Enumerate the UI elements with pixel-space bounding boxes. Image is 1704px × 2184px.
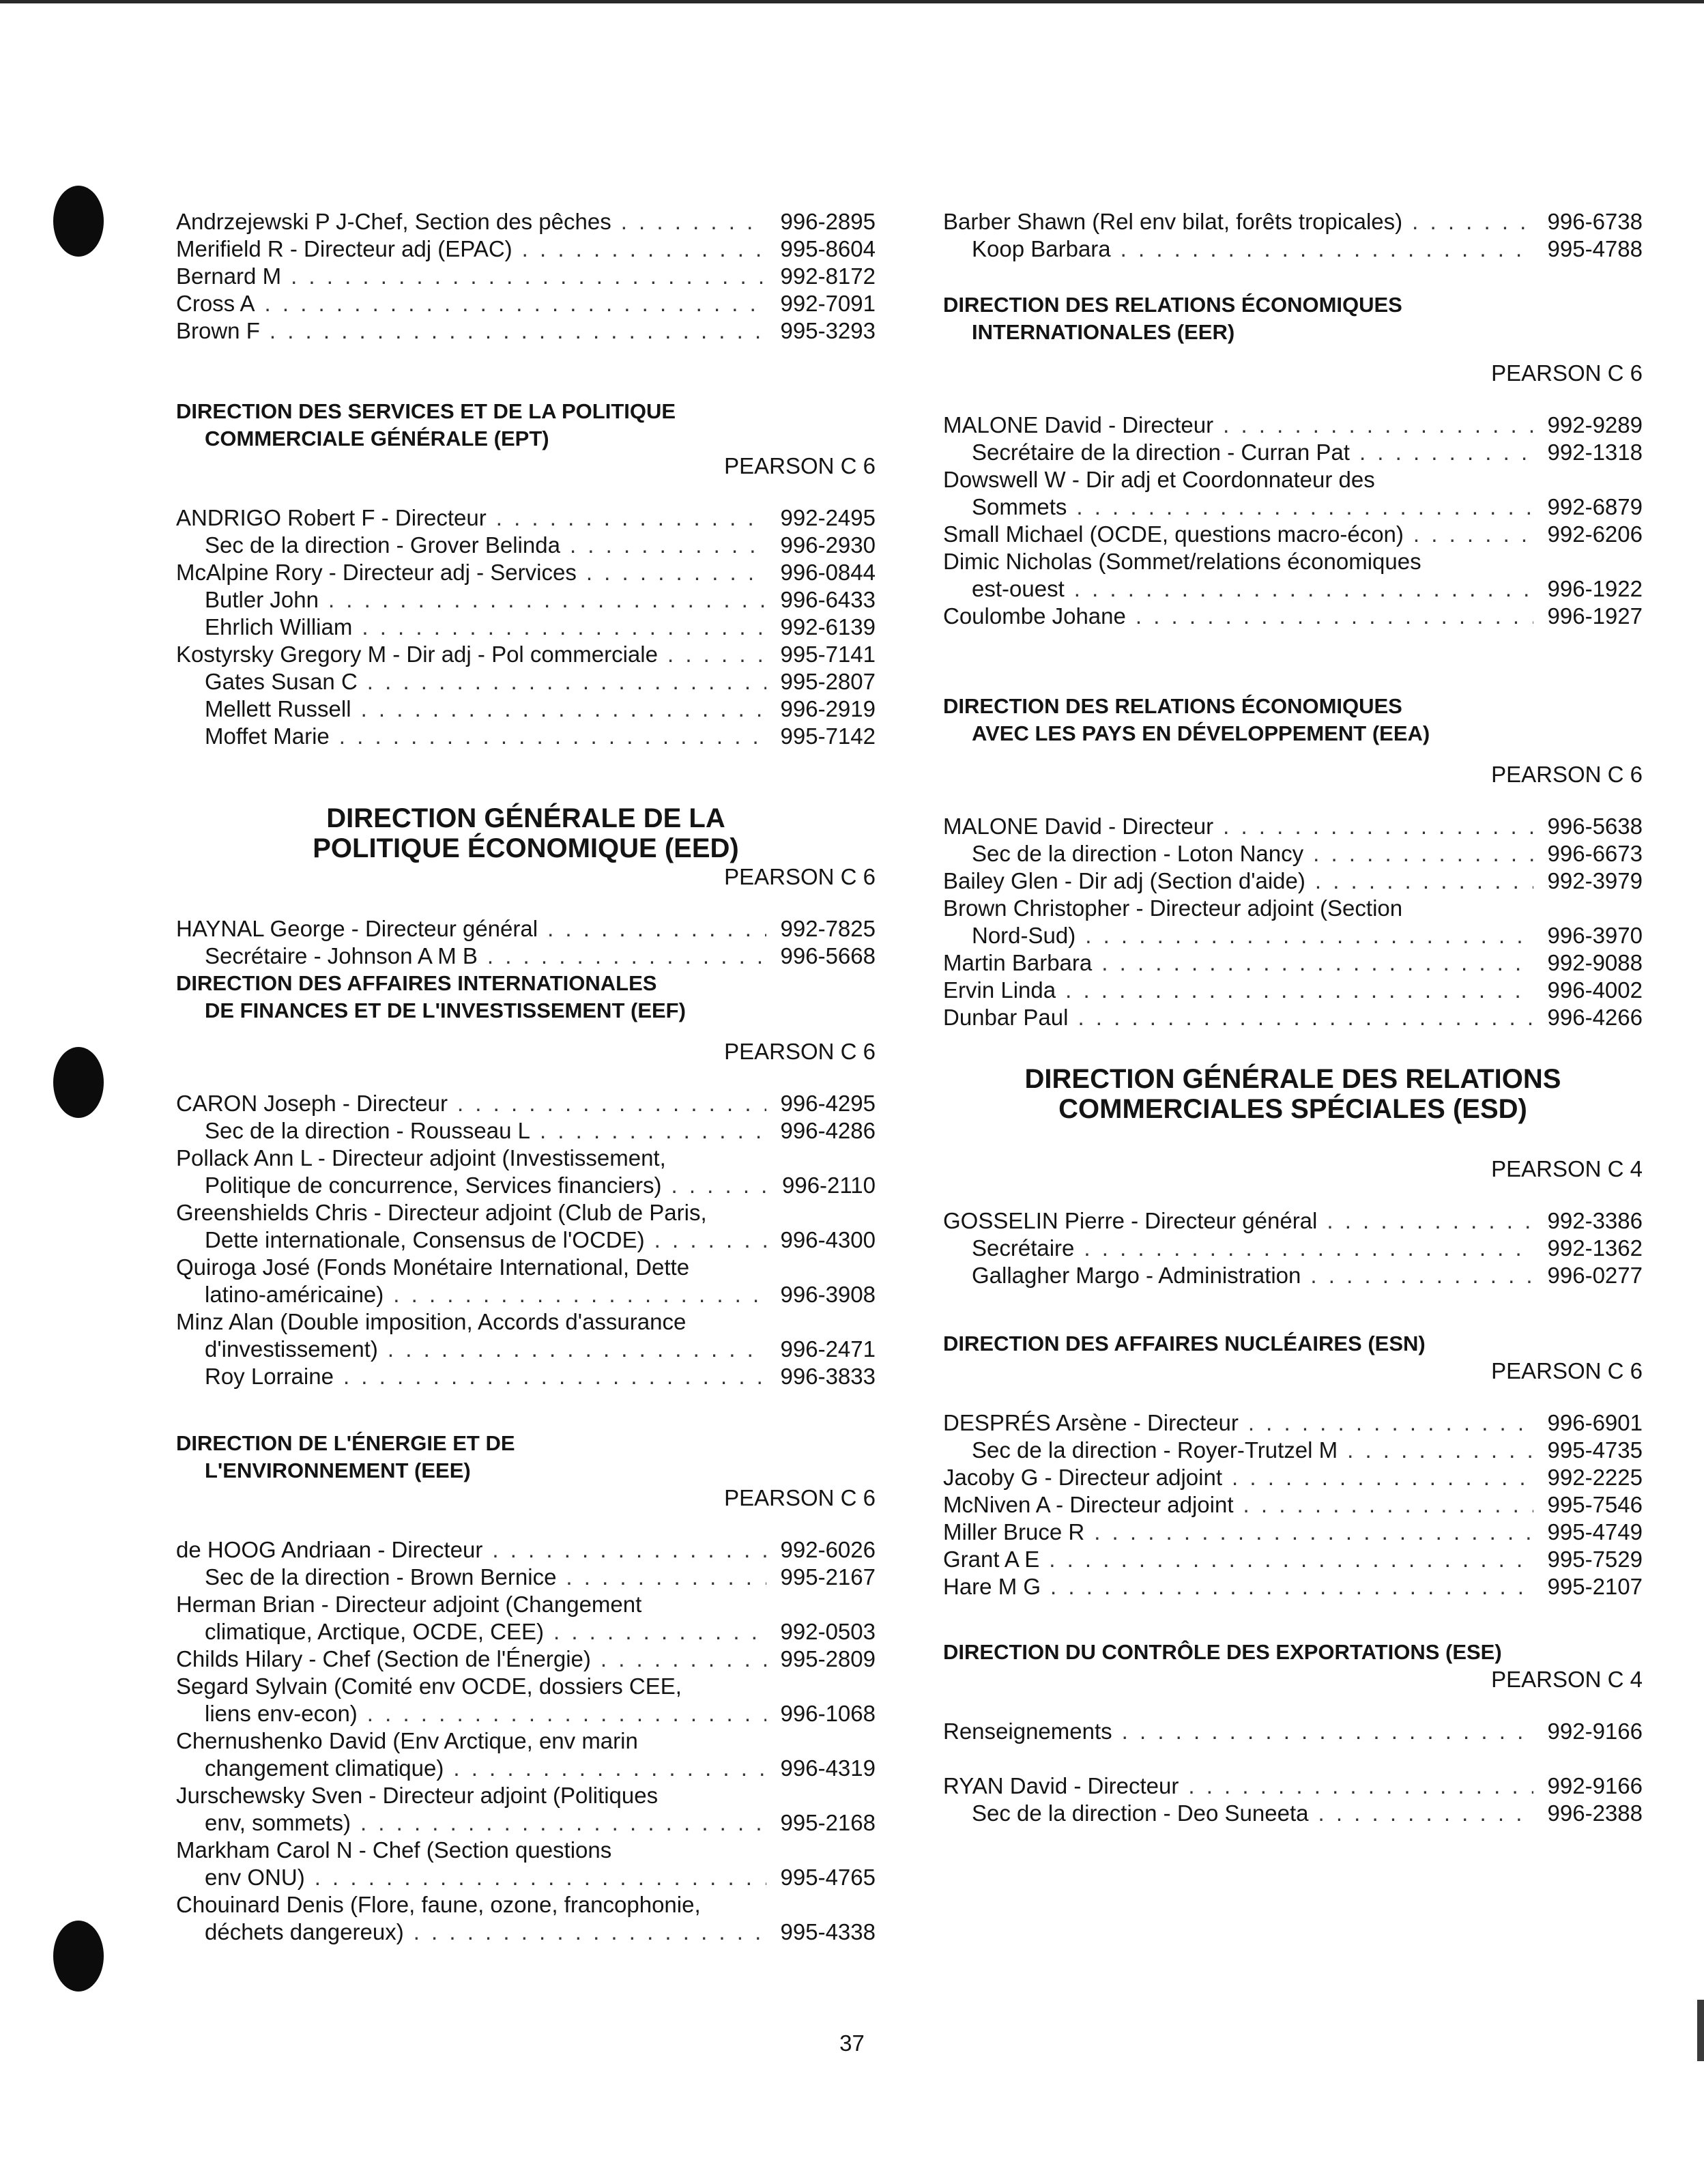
- directory-entry: Merifield R - Directeur adj (EPAC) . . . 995-8604: [176, 235, 876, 263]
- section-heading-eef: DIRECTION DES AFFAIRES INTERNATIONALES DE FINANCES ET DE L'INVESTISSEMENT (EEF): [176, 971, 686, 1022]
- directory-entry: Andrzejewski P J-Chef, Section des pêches . . . 996-2895: [176, 208, 876, 235]
- directory-entry: Nord-Sud) . . . 996-3970: [943, 922, 1643, 949]
- directory-entry: Childs Hilary - Chef (Section de l'Énergie) . . . 995-2809: [176, 1646, 876, 1673]
- directory-entry: McAlpine Rory - Directeur adj - Services . . . 996-0844: [176, 559, 876, 586]
- directory-entry: Dunbar Paul . . . 996-4266: [943, 1004, 1643, 1031]
- punch-hole-middle: [53, 1047, 104, 1118]
- left-column: [176, 208, 876, 1946]
- directory-entry: Roy Lorraine . . . 996-3833: [176, 1363, 876, 1390]
- directory-entry: MALONE David - Directeur . . . 996-5638: [943, 813, 1643, 840]
- directory-entry: Gallagher Margo - Administration . . . 996-0277: [943, 1262, 1643, 1289]
- directory-entry: Barber Shawn (Rel env bilat, forêts tropicales) . . . 996-6738: [943, 208, 1643, 235]
- directory-entry: env, sommets) . . . 995-2168: [176, 1809, 876, 1837]
- section-heading-ese: DIRECTION DU CONTRÔLE DES EXPORTATIONS (ESE): [943, 1640, 1502, 1664]
- phone-number: 992-7091: [780, 291, 876, 316]
- directory-entry: Miller Bruce R . . . 995-4749: [943, 1519, 1643, 1546]
- directory-entry: Politique de concurrence, Services financiers) . . . 996-2110: [176, 1172, 876, 1199]
- directory-entry: Bailey Glen - Dir adj (Section d'aide) . . . 992-3979: [943, 867, 1643, 895]
- directory-entry: Gates Susan C . . . 995-2807: [176, 668, 876, 695]
- directory-entry: Secrétaire . . . 992-1362: [943, 1235, 1643, 1262]
- directory-entry: Ehrlich William . . . 992-6139: [176, 614, 876, 641]
- directory-entry: d'investissement) . . . 996-2471: [176, 1336, 876, 1363]
- location-eer: PEARSON C 6: [1491, 360, 1643, 386]
- directory-entry-line: Segard Sylvain (Comité env OCDE, dossiers CEE,: [176, 1673, 682, 1699]
- punch-hole-bottom: [53, 1921, 104, 1992]
- directory-entry: Cross A . . . 992-7091: [176, 290, 876, 317]
- directory-entry: DESPRÉS Arsène - Directeur . . . 996-6901: [943, 1409, 1643, 1437]
- phone-number: 996-2895: [780, 209, 876, 234]
- directory-entry-line: Greenshields Chris - Directeur adjoint (Club de Paris,: [176, 1200, 707, 1225]
- directory-entry: Sec de la direction - Deo Suneeta . . . 996-2388: [943, 1800, 1643, 1827]
- directory-entry: Sec de la direction - Loton Nancy . . . 996-6673: [943, 840, 1643, 867]
- directory-entry-line: Jurschewsky Sven - Directeur adjoint (Politiques: [176, 1783, 659, 1808]
- section-heading-esn: DIRECTION DES AFFAIRES NUCLÉAIRES (ESN): [943, 1332, 1426, 1355]
- directory-entry: Kostyrsky Gregory M - Dir adj - Pol commerciale . . . 995-7141: [176, 641, 876, 668]
- section-heading-ept: DIRECTION DES SERVICES ET DE LA POLITIQUE COMMERCIALE GÉNÉRALE (EPT): [176, 399, 676, 450]
- phone-number: 995-3293: [780, 318, 876, 343]
- directory-entry-line: Pollack Ann L - Directeur adjoint (Investissement,: [176, 1145, 666, 1170]
- directory-entry: climatique, Arctique, OCDE, CEE) . . . 992-0503: [176, 1618, 876, 1646]
- punch-hole-top: [53, 186, 104, 257]
- phone-number: 992-8172: [780, 263, 876, 289]
- directory-entry: Sommets . . . 992-6879: [943, 493, 1643, 521]
- directory-entry: ANDRIGO Robert F - Directeur . . . 992-2495: [176, 504, 876, 532]
- location-esd: PEARSON C 4: [1491, 1156, 1643, 1181]
- phone-number: 995-8604: [780, 236, 876, 261]
- directory-entry: liens env-econ) . . . 996-1068: [176, 1700, 876, 1727]
- location-eee: PEARSON C 6: [724, 1485, 876, 1510]
- directory-entry: Sec de la direction - Brown Bernice . . . 995-2167: [176, 1564, 876, 1591]
- directory-entry: Secrétaire de la direction - Curran Pat . . . 992-1318: [943, 439, 1643, 466]
- directory-entry: Mellett Russell . . . 996-2919: [176, 695, 876, 723]
- section-heading-eea: DIRECTION DES RELATIONS ÉCONOMIQUES AVEC LES PAYS EN DÉVELOPPEMENT (EEA): [943, 694, 1430, 745]
- directory-entry: Dette internationale, Consensus de l'OCDE) . . . 996-4300: [176, 1226, 876, 1254]
- directory-entry: Coulombe Johane . . . 996-1927: [943, 603, 1643, 630]
- location-ept: PEARSON C 6: [724, 453, 876, 478]
- section-heading-eed: DIRECTION GÉNÉRALE DE LA POLITIQUE ÉCONOMIQUE (EED): [313, 803, 739, 863]
- directory-entry: HAYNAL George - Directeur général . . . 992-7825: [176, 915, 876, 943]
- directory-entry-line: Quiroga José (Fonds Monétaire International, Dette: [176, 1254, 690, 1280]
- directory-entry: RYAN David - Directeur . . . 992-9166: [943, 1772, 1643, 1800]
- directory-entry: Sec de la direction - Grover Belinda . . . 996-2930: [176, 532, 876, 559]
- directory-entry-line: Brown Christopher - Directeur adjoint (Section: [943, 895, 1403, 921]
- directory-entry: Sec de la direction - Rousseau L . . . 996-4286: [176, 1117, 876, 1145]
- section-heading-eer: DIRECTION DES RELATIONS ÉCONOMIQUES INTERNATIONALES (EER): [943, 293, 1402, 344]
- directory-entry: Small Michael (OCDE, questions macro-écon) . . . 992-6206: [943, 521, 1643, 548]
- section-heading-esd: DIRECTION GÉNÉRALE DES RELATIONS COMMERCIALES SPÉCIALES (ESD): [1024, 1064, 1561, 1124]
- location-eef: PEARSON C 6: [724, 1039, 876, 1064]
- directory-entry: est-ouest . . . 996-1922: [943, 575, 1643, 603]
- directory-entry-line: Herman Brian - Directeur adjoint (Changement: [176, 1592, 642, 1617]
- directory-entry: Ervin Linda . . . 996-4002: [943, 977, 1643, 1004]
- directory-entry: changement climatique) . . . 996-4319: [176, 1755, 876, 1782]
- directory-entry: Renseignements . . . 992-9166: [943, 1718, 1643, 1745]
- directory-entry-line: Dowswell W - Dir adj et Coordonnateur des: [943, 467, 1375, 492]
- directory-entry: McNiven A - Directeur adjoint . . . 995-7546: [943, 1491, 1643, 1519]
- directory-entry: Secrétaire - Johnson A M B . . . 996-5668: [176, 943, 876, 970]
- directory-entry: Bernard M . . . 992-8172: [176, 263, 876, 290]
- directory-entry-line: Chernushenko David (Env Arctique, env marin: [176, 1728, 638, 1753]
- directory-entry: déchets dangereux) . . . 995-4338: [176, 1919, 876, 1946]
- page-number: 37: [839, 2030, 865, 2056]
- directory-entry: de HOOG Andriaan - Directeur . . . 992-6026: [176, 1536, 876, 1564]
- location-eed: PEARSON C 6: [724, 864, 876, 889]
- directory-entry: Brown F . . . 995-3293: [176, 317, 876, 345]
- directory-entry: GOSSELIN Pierre - Directeur général . . . 992-3386: [943, 1207, 1643, 1235]
- location-ese: PEARSON C 4: [1491, 1667, 1643, 1692]
- directory-entry: Sec de la direction - Royer-Trutzel M . . . 995-4735: [943, 1437, 1643, 1464]
- directory-entry: Butler John . . . 996-6433: [176, 586, 876, 614]
- directory-entry: Grant A E . . . 995-7529: [943, 1546, 1643, 1573]
- directory-entry: latino-américaine) . . . 996-3908: [176, 1281, 876, 1308]
- right-column: [943, 208, 1643, 1827]
- section-heading-eee: DIRECTION DE L'ÉNERGIE ET DE L'ENVIRONNEMENT (EEE): [176, 1431, 515, 1482]
- directory-entry-line: Markham Carol N - Chef (Section questions: [176, 1837, 612, 1863]
- directory-entry: CARON Joseph - Directeur . . . 996-4295: [176, 1090, 876, 1117]
- directory-entry: env ONU) . . . 995-4765: [176, 1864, 876, 1891]
- directory-entry: Jacoby G - Directeur adjoint . . . 992-2225: [943, 1464, 1643, 1491]
- directory-entry: MALONE David - Directeur . . . 992-9289: [943, 412, 1643, 439]
- scan-top-edge: [0, 0, 1704, 3]
- location-eea: PEARSON C 6: [1491, 762, 1643, 787]
- location-esn: PEARSON C 6: [1491, 1358, 1643, 1383]
- directory-entry: Koop Barbara . . . 995-4788: [943, 235, 1643, 263]
- directory-entry: Martin Barbara . . . 992-9088: [943, 949, 1643, 977]
- directory-entry-line: Dimic Nicholas (Sommet/relations économiques: [943, 549, 1421, 574]
- directory-entry: Hare M G . . . 995-2107: [943, 1573, 1643, 1600]
- directory-entry-line: Chouinard Denis (Flore, faune, ozone, francophonie,: [176, 1892, 701, 1917]
- directory-entry-line: Minz Alan (Double imposition, Accords d'assurance: [176, 1309, 687, 1334]
- directory-entry: Moffet Marie . . . 995-7142: [176, 723, 876, 750]
